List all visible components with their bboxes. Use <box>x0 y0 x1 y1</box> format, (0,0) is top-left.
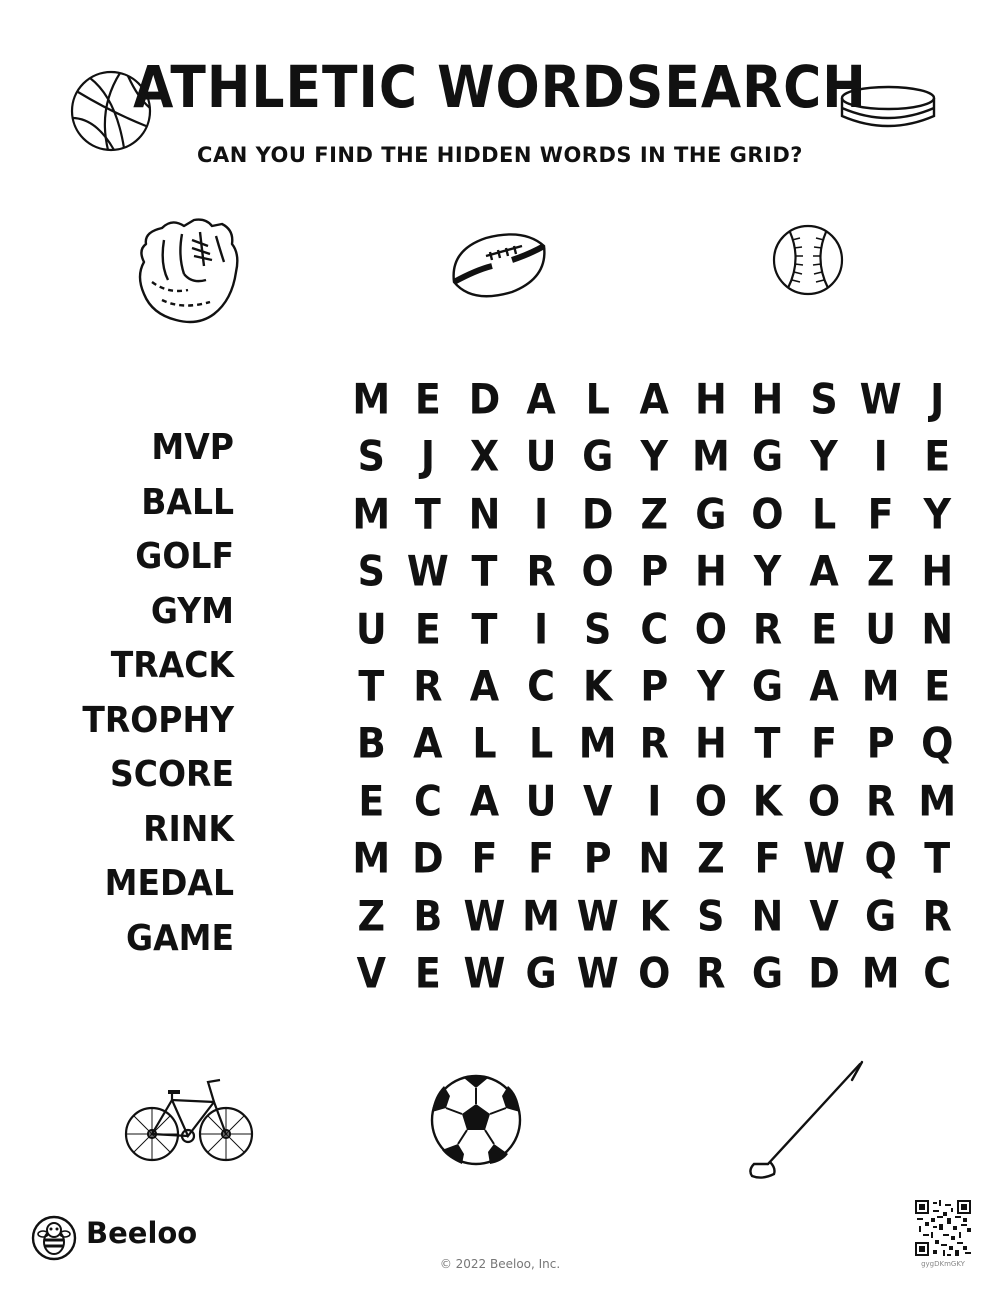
grid-letter: V <box>356 948 386 997</box>
grid-letter: L <box>528 718 554 768</box>
grid-letter: G <box>525 948 557 997</box>
word-list-item: SCORE <box>110 752 234 795</box>
grid-letter: P <box>583 833 612 883</box>
grid-letter: F <box>471 833 498 883</box>
grid-letter: Y <box>697 661 725 710</box>
grid-letter: A <box>809 546 839 596</box>
grid-letter: W <box>859 374 902 423</box>
grid-letter: G <box>751 661 784 710</box>
grid-letter: O <box>694 776 728 825</box>
grid-letter: C <box>413 776 442 825</box>
grid-letter: M <box>352 489 391 538</box>
grid-letter: I <box>534 489 549 538</box>
grid-letter: T <box>754 718 781 768</box>
word-list <box>82 420 234 965</box>
grid-letter: G <box>865 891 897 940</box>
grid-letter: P <box>866 718 895 768</box>
beeloo-bee-logo-icon <box>30 1214 78 1262</box>
grid-letter: V <box>582 776 613 825</box>
grid-letter: B <box>413 891 443 940</box>
grid-letter: E <box>924 431 951 481</box>
grid-letter: H <box>694 374 727 423</box>
copyright: © 2022 Beeloo, Inc. <box>439 1257 561 1271</box>
grid-letter: N <box>921 604 954 653</box>
grid-letter: E <box>358 776 385 825</box>
grid-letter: Y <box>640 431 669 481</box>
football-icon <box>446 230 550 302</box>
grid-letter: S <box>357 546 385 596</box>
grid-letter: R <box>639 718 669 768</box>
grid-letter: W <box>803 833 845 883</box>
grid-letter: W <box>463 891 506 940</box>
word-list-item: BALL <box>141 479 234 522</box>
baseball-icon <box>770 222 846 298</box>
brand-name: Beeloo <box>86 1216 198 1250</box>
grid-letter: M <box>861 948 900 997</box>
grid-letter: O <box>807 776 841 825</box>
qr-code-text: gygDKmGKY <box>921 1260 965 1268</box>
grid-letter: W <box>576 948 619 997</box>
word-list-item: TROPHY <box>82 697 234 740</box>
grid-letter: M <box>522 891 560 940</box>
grid-letter: F <box>528 833 555 883</box>
word-list-item: RINK <box>143 806 234 849</box>
grid-letter: C <box>527 661 556 710</box>
letter-grid <box>343 370 966 1001</box>
grid-letter: H <box>921 546 954 596</box>
grid-letter: D <box>581 489 614 538</box>
grid-letter: A <box>809 661 839 710</box>
grid-letter: E <box>811 604 838 653</box>
grid-letter: K <box>582 661 613 710</box>
grid-letter: Q <box>864 833 897 883</box>
grid-letter: M <box>918 776 957 825</box>
grid-letter: T <box>358 661 385 710</box>
grid-letter: Z <box>866 546 895 596</box>
page-title: ATHLETIC WORDSEARCH <box>133 54 867 122</box>
grid-letter: O <box>638 948 671 997</box>
grid-letter: A <box>526 374 556 423</box>
grid-letter: K <box>639 891 669 940</box>
grid-letter: A <box>639 374 669 423</box>
grid-letter: L <box>811 489 837 538</box>
golf-club-icon <box>746 1058 868 1184</box>
grid-letter: Q <box>921 718 954 768</box>
word-list-item: GOLF <box>135 534 234 577</box>
word-list-item: MEDAL <box>104 861 234 904</box>
grid-letter: M <box>691 431 730 481</box>
grid-letter: M <box>352 833 391 883</box>
grid-letter: L <box>472 718 497 768</box>
grid-letter: S <box>357 431 385 481</box>
grid-letter: H <box>694 546 727 596</box>
page-subtitle: CAN YOU FIND THE HIDDEN WORDS IN THE GRID? <box>197 143 803 167</box>
grid-letter: T <box>924 833 951 883</box>
grid-letter: R <box>526 546 556 596</box>
grid-letter: M <box>352 374 391 423</box>
grid-letter: P <box>640 661 669 710</box>
grid-letter: M <box>578 718 617 768</box>
basketball-icon <box>68 68 154 154</box>
grid-letter: A <box>469 661 500 710</box>
grid-letter: N <box>751 891 784 940</box>
grid-letter: P <box>640 546 669 596</box>
grid-letter: E <box>414 948 441 997</box>
grid-letter: F <box>754 833 781 883</box>
grid-letter: M <box>861 661 900 710</box>
grid-letter: J <box>420 431 435 481</box>
grid-letter: V <box>809 891 839 940</box>
grid-letter: W <box>576 891 619 940</box>
soccer-ball-icon <box>428 1072 524 1168</box>
grid-letter: D <box>468 374 501 423</box>
grid-letter: B <box>356 718 386 768</box>
grid-letter: H <box>694 718 727 768</box>
grid-letter: Z <box>640 489 669 538</box>
grid-letter: W <box>463 948 506 997</box>
word-list-item: MVP <box>151 425 234 468</box>
grid-letter: R <box>752 604 783 653</box>
grid-letter: S <box>697 891 725 940</box>
grid-letter: Y <box>923 489 951 538</box>
grid-letter: R <box>413 661 443 710</box>
grid-letter: G <box>751 948 784 997</box>
grid-letter: X <box>469 431 500 481</box>
grid-letter: A <box>413 718 443 768</box>
grid-letter: R <box>866 776 896 825</box>
grid-letter: Y <box>810 431 838 481</box>
baseball-glove-icon <box>132 210 246 330</box>
grid-letter: E <box>414 604 441 653</box>
grid-letter: R <box>922 891 952 940</box>
grid-letter: S <box>810 374 838 423</box>
grid-letter: D <box>808 948 840 997</box>
grid-letter: Z <box>357 891 386 940</box>
grid-letter: G <box>582 431 614 481</box>
grid-letter: S <box>583 604 612 653</box>
qr-code-icon <box>915 1200 971 1256</box>
grid-letter: T <box>471 546 498 596</box>
grid-letter: O <box>751 489 784 538</box>
grid-letter: F <box>811 718 838 768</box>
grid-letter: N <box>468 489 501 538</box>
grid-letter: L <box>585 374 610 423</box>
grid-letter: E <box>924 661 951 710</box>
hockey-puck-icon <box>838 84 938 134</box>
grid-letter: U <box>525 776 557 825</box>
grid-letter: U <box>525 431 557 481</box>
grid-letter: I <box>873 431 888 481</box>
grid-letter: J <box>930 374 945 423</box>
grid-letter: H <box>751 374 784 423</box>
grid-letter: R <box>696 948 726 997</box>
grid-letter: E <box>414 374 441 423</box>
grid-letter: O <box>581 546 614 596</box>
grid-letter: G <box>751 431 784 481</box>
grid-letter: C <box>640 604 669 653</box>
grid-letter: W <box>406 546 449 596</box>
grid-letter: I <box>534 604 549 653</box>
grid-letter: Z <box>697 833 725 883</box>
grid-letter: F <box>867 489 894 538</box>
grid-letter: U <box>355 604 387 653</box>
grid-letter: G <box>695 489 727 538</box>
grid-letter: A <box>469 776 500 825</box>
grid-letter: D <box>412 833 444 883</box>
grid-letter: N <box>638 833 671 883</box>
grid-letter: I <box>647 776 662 825</box>
grid-letter: O <box>694 604 728 653</box>
grid-letter: K <box>752 776 783 825</box>
grid-letter: U <box>865 604 897 653</box>
grid-letter: T <box>471 604 498 653</box>
word-list-item: GAME <box>125 915 234 958</box>
grid-letter: C <box>923 948 952 997</box>
grid-letter: Y <box>753 546 782 596</box>
word-list-item: GYM <box>150 588 234 631</box>
grid-letter: T <box>414 489 441 538</box>
bicycle-icon <box>122 1074 256 1166</box>
word-list-item: TRACK <box>110 643 234 686</box>
